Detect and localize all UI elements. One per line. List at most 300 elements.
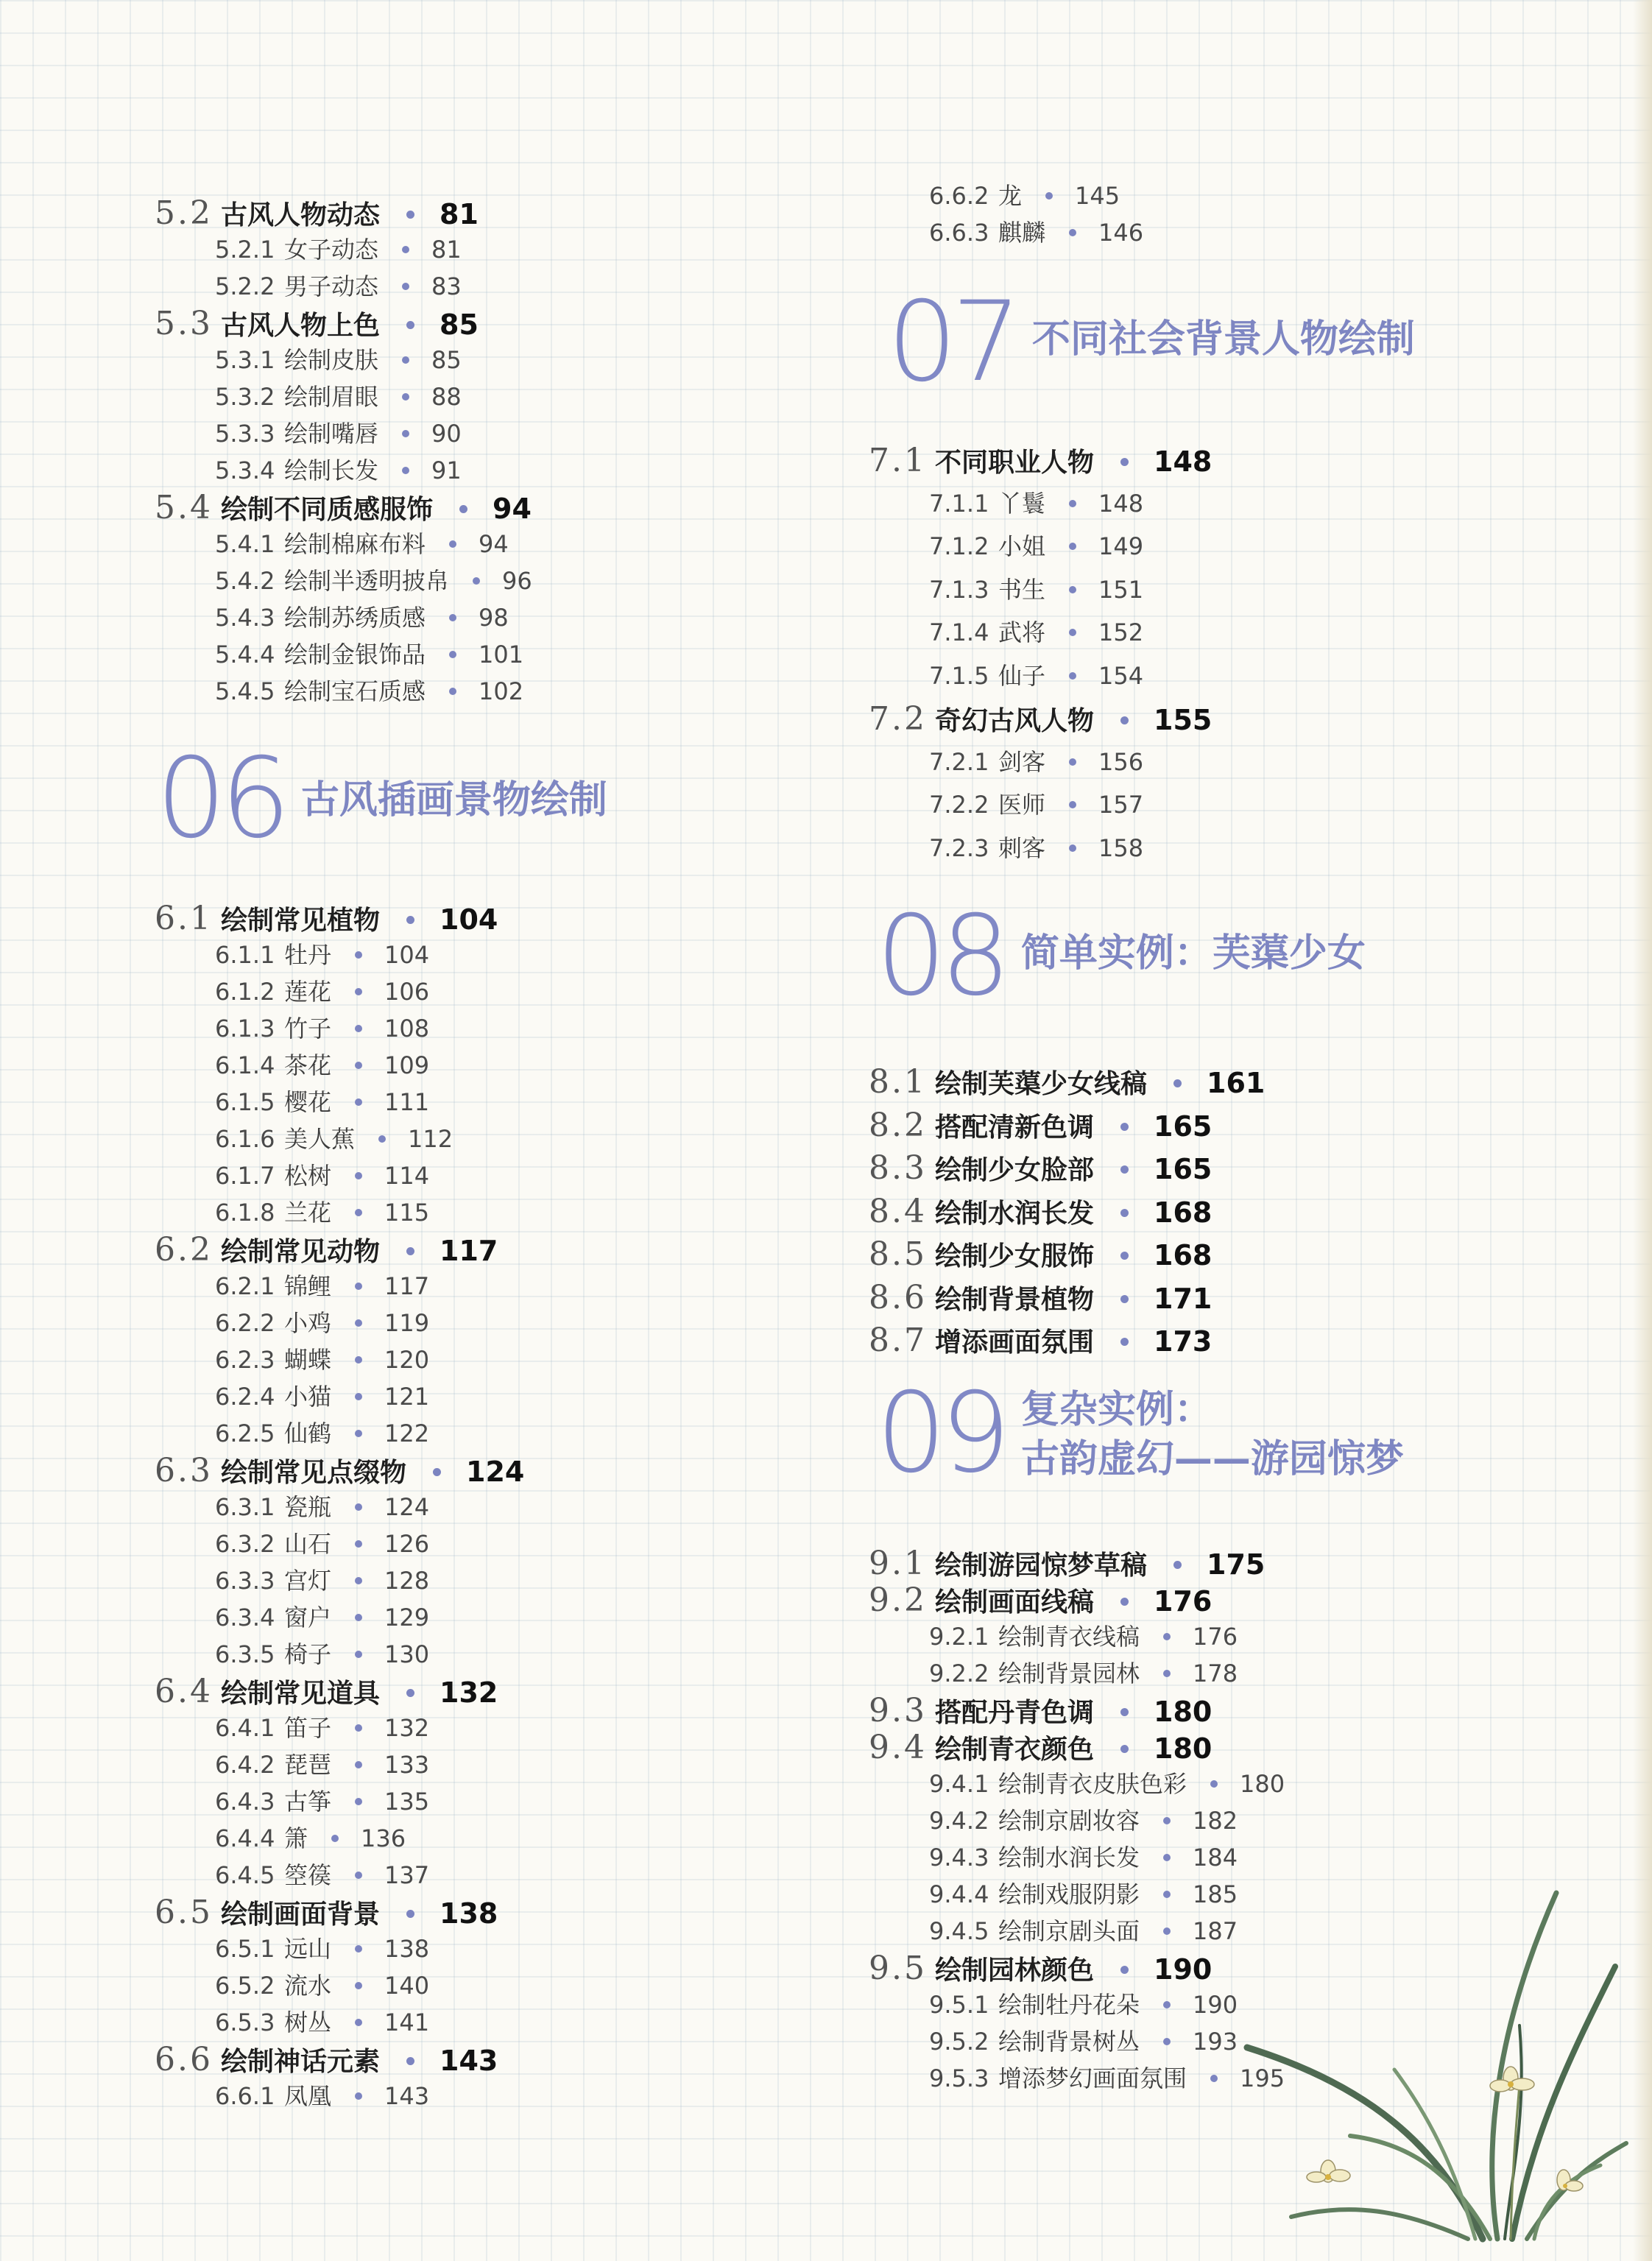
toc-entry-title: 远山 xyxy=(284,1935,332,1963)
toc-entry-number: 6.2 xyxy=(155,1231,213,1269)
toc-entry xyxy=(155,1157,429,1191)
toc-entry xyxy=(869,1149,1212,1187)
toc-entry-title: 松树 xyxy=(284,1162,332,1190)
toc-entry-title: 仙子 xyxy=(998,661,1046,690)
toc-entry-page: 129 xyxy=(384,1604,430,1632)
leader-dot xyxy=(459,505,467,513)
toc-entry-page: 173 xyxy=(1154,1325,1212,1358)
toc-entry-page: 187 xyxy=(1193,1917,1238,1945)
leader-dot xyxy=(355,1761,362,1768)
toc-entry-number: 8.2 xyxy=(869,1106,927,1144)
leader-dot xyxy=(1069,629,1076,636)
leader-dot xyxy=(406,211,414,219)
toc-entry xyxy=(869,2023,1238,2057)
leader-dot xyxy=(1069,229,1076,236)
toc-entry-number: 8.1 xyxy=(869,1063,927,1101)
toc-entry-page: 117 xyxy=(384,1272,430,1300)
toc-entry-page: 168 xyxy=(1154,1196,1212,1229)
leader-dot xyxy=(355,1540,362,1548)
toc-entry-page: 119 xyxy=(384,1309,430,1337)
toc-entry-title: 小姐 xyxy=(998,532,1046,560)
toc-entry-title: 绘制戏服阴影 xyxy=(998,1880,1140,1908)
toc-entry-page: 180 xyxy=(1154,1696,1212,1728)
toc-entry xyxy=(155,526,509,560)
toc-entry-title: 绘制游园惊梦草稿 xyxy=(935,1551,1148,1581)
toc-entry xyxy=(155,636,523,670)
toc-entry xyxy=(869,1839,1238,1873)
leader-dot xyxy=(355,1062,362,1069)
toc-entry-number: 7.2.2 xyxy=(929,791,989,819)
toc-entry-number: 6.1.1 xyxy=(215,941,275,969)
toc-entry-title: 椅子 xyxy=(284,1640,332,1668)
toc-entry xyxy=(155,1121,453,1154)
toc-entry-title: 绘制皮肤 xyxy=(284,346,379,374)
toc-entry-page: 182 xyxy=(1193,1807,1238,1835)
leader-dot xyxy=(406,1247,414,1255)
leader-dot xyxy=(355,1724,362,1732)
toc-entry-page: 146 xyxy=(1098,219,1144,247)
leader-dot xyxy=(378,1135,386,1143)
toc-entry-title: 瓷瓶 xyxy=(284,1493,332,1521)
toc-entry-page: 184 xyxy=(1193,1844,1238,1872)
leader-dot xyxy=(402,430,409,437)
leader-dot xyxy=(1069,543,1076,550)
toc-entry-page: 120 xyxy=(384,1346,430,1374)
chapter-title xyxy=(1021,929,1366,978)
leader-dot xyxy=(1069,801,1076,808)
toc-entry-page: 185 xyxy=(1193,1880,1238,1908)
toc-entry-number: 8.3 xyxy=(869,1149,927,1187)
chapter-title-line: 古风插画景物绘制 xyxy=(300,778,607,822)
toc-entry xyxy=(155,1599,429,1633)
toc-entry-number: 5.2.2 xyxy=(215,272,275,300)
toc-entry-number: 5.4.2 xyxy=(215,567,275,595)
toc-entry xyxy=(155,1930,429,1964)
toc-entry-number: 6.4 xyxy=(155,1673,213,1710)
leader-dot xyxy=(1173,1079,1182,1087)
toc-entry xyxy=(155,1231,498,1269)
toc-entry-page: 108 xyxy=(384,1015,430,1043)
toc-entry-page: 126 xyxy=(384,1530,430,1558)
toc-entry xyxy=(869,1545,1265,1582)
toc-entry-number: 9.5.1 xyxy=(929,1991,989,2019)
toc-entry-page: 96 xyxy=(502,567,532,595)
toc-entry xyxy=(869,1618,1238,1652)
leader-dot xyxy=(355,1982,362,1989)
toc-entry-number: 6.6.1 xyxy=(215,2082,275,2110)
toc-entry xyxy=(869,1729,1212,1766)
toc-entry-title: 丫鬟 xyxy=(998,489,1046,518)
toc-entry-page: 161 xyxy=(1207,1067,1266,1099)
toc-entry-number: 7.1.2 xyxy=(929,532,989,560)
toc-entry-title: 蝴蝶 xyxy=(284,1346,332,1374)
toc-entry-page: 124 xyxy=(384,1493,430,1521)
toc-entry-number: 7.2.3 xyxy=(929,833,989,862)
toc-entry-number: 6.5.3 xyxy=(215,2008,275,2036)
toc-entry-number: 6.3.5 xyxy=(215,1640,275,1668)
toc-entry xyxy=(155,599,509,633)
toc-entry-number: 9.4.2 xyxy=(929,1807,989,1835)
leader-dot xyxy=(355,1651,362,1658)
leader-dot xyxy=(1163,1927,1171,1935)
leader-dot xyxy=(1163,2001,1171,2008)
toc-entry-title: 绘制牡丹花朵 xyxy=(998,1991,1140,2019)
toc-entry xyxy=(869,1766,1285,1799)
toc-entry xyxy=(869,1322,1212,1359)
toc-entry-title: 绘制常见植物 xyxy=(221,906,381,936)
toc-entry-title: 琵琶 xyxy=(284,1751,332,1779)
toc-entry xyxy=(869,700,1212,738)
toc-entry-title: 箫 xyxy=(284,1824,308,1852)
toc-entry-page: 143 xyxy=(384,2082,430,2110)
toc-entry-page: 137 xyxy=(384,1861,430,1889)
toc-entry-title: 小鸡 xyxy=(284,1309,332,1337)
leader-dot xyxy=(449,614,456,621)
toc-entry-page: 133 xyxy=(384,1751,430,1779)
toc-entry-page: 195 xyxy=(1240,2064,1285,2092)
toc-entry-number: 7.1 xyxy=(869,442,927,479)
chapter-title xyxy=(301,776,607,825)
toc-entry-number: 6.2.3 xyxy=(215,1346,275,1374)
toc-entry xyxy=(869,1876,1238,1910)
toc-entry-number: 6.3.4 xyxy=(215,1604,275,1632)
toc-entry-title: 剑客 xyxy=(998,747,1046,776)
toc-entry xyxy=(869,1802,1238,1836)
toc-entry xyxy=(155,1857,429,1891)
leader-dot xyxy=(355,1393,362,1400)
toc-entry-page: 190 xyxy=(1193,1991,1238,2019)
toc-entry xyxy=(869,614,1143,648)
leader-dot xyxy=(1120,1745,1129,1753)
leader-dot xyxy=(1163,1891,1171,1898)
toc-entry-page: 180 xyxy=(1240,1770,1285,1798)
toc-entry-number: 6.2.5 xyxy=(215,1419,275,1447)
toc-entry-page: 109 xyxy=(384,1051,430,1079)
toc-entry-number: 9.4.1 xyxy=(929,1770,989,1798)
toc-entry xyxy=(869,485,1143,519)
toc-entry-title: 兰花 xyxy=(284,1199,332,1227)
toc-entry xyxy=(869,528,1143,562)
toc-entry-title: 古风人物上色 xyxy=(221,311,381,341)
leader-dot xyxy=(1069,844,1076,852)
toc-entry-title: 绘制青衣皮肤色彩 xyxy=(998,1770,1187,1798)
toc-entry-title: 绘制背景树丛 xyxy=(998,2028,1140,2056)
toc-entry xyxy=(155,1525,429,1559)
toc-entry-title: 绘制不同质感服饰 xyxy=(221,495,434,525)
toc-entry-number: 6.2.2 xyxy=(215,1309,275,1337)
toc-entry-title: 竹子 xyxy=(284,1015,332,1043)
leader-dot xyxy=(355,1798,362,1805)
toc-entry-page: 193 xyxy=(1193,2028,1238,2056)
toc-entry xyxy=(155,1746,429,1780)
leader-dot xyxy=(1120,716,1129,724)
toc-entry-title: 武将 xyxy=(998,618,1046,646)
toc-entry xyxy=(155,900,498,937)
leader-dot xyxy=(433,1468,441,1476)
toc-entry-title: 绘制青衣线稿 xyxy=(998,1623,1140,1651)
leader-dot xyxy=(402,393,409,401)
toc-entry xyxy=(869,744,1143,777)
toc-entry-number: 7.1.1 xyxy=(929,489,989,518)
toc-entry-page: 114 xyxy=(384,1162,430,1190)
toc-entry xyxy=(869,657,1143,691)
toc-entry-number: 6.3.2 xyxy=(215,1530,275,1558)
toc-entry-number: 5.4.4 xyxy=(215,641,275,669)
toc-entry-number: 7.1.4 xyxy=(929,618,989,646)
toc-entry-title: 增添画面氛围 xyxy=(935,1327,1095,1358)
toc-entry-title: 樱花 xyxy=(284,1088,332,1116)
toc-entry-title: 绘制画面线稿 xyxy=(935,1587,1095,1618)
toc-entry-number: 9.5.3 xyxy=(929,2064,989,2092)
toc-entry-title: 刺客 xyxy=(998,833,1046,862)
toc-entry xyxy=(869,1950,1212,1987)
leader-dot xyxy=(449,688,456,695)
toc-entry-page: 171 xyxy=(1154,1282,1212,1315)
toc-entry xyxy=(155,194,479,232)
toc-entry-title: 绘制嘴唇 xyxy=(284,420,379,448)
leader-dot xyxy=(1069,672,1076,680)
toc-entry xyxy=(155,1084,429,1118)
toc-entry-title: 牡丹 xyxy=(284,941,332,969)
toc-entry-number: 7.1.5 xyxy=(929,661,989,690)
leader-dot xyxy=(1163,1633,1171,1640)
leader-dot xyxy=(402,467,409,474)
toc-entry-page: 178 xyxy=(1193,1659,1238,1687)
leader-dot xyxy=(449,651,456,658)
leader-dot xyxy=(1120,1165,1129,1174)
toc-entry-number: 6.1.5 xyxy=(215,1088,275,1116)
leader-dot xyxy=(355,1430,362,1437)
chapter-06-heading xyxy=(156,735,607,863)
toc-entry-number: 9.3 xyxy=(869,1692,927,1729)
toc-entry-number: 9.4.5 xyxy=(929,1917,989,1945)
toc-entry-number: 6.1.8 xyxy=(215,1199,275,1227)
toc-entry-page: 111 xyxy=(384,1088,430,1116)
toc-entry-number: 6.4.1 xyxy=(215,1714,275,1742)
toc-entry-page: 124 xyxy=(466,1456,525,1488)
toc-entry-page: 168 xyxy=(1154,1239,1212,1271)
toc-entry-page: 165 xyxy=(1154,1110,1212,1143)
toc-entry-title: 医师 xyxy=(998,791,1046,819)
toc-entry-number: 5.4.1 xyxy=(215,530,275,558)
leader-dot xyxy=(1069,758,1076,766)
toc-entry-title: 绘制青衣颜色 xyxy=(935,1735,1095,1765)
toc-entry-number: 6.5 xyxy=(155,1894,213,1931)
toc-entry-title: 莲花 xyxy=(284,978,332,1006)
toc-entry-title: 绘制少女服饰 xyxy=(935,1241,1095,1271)
toc-entry-number: 6.5.2 xyxy=(215,1972,275,2000)
toc-entry-page: 154 xyxy=(1098,661,1144,690)
toc-entry xyxy=(155,1673,498,1710)
toc-entry-page: 94 xyxy=(493,493,532,525)
toc-entry xyxy=(869,830,1143,864)
toc-entry xyxy=(155,1489,429,1523)
toc-entry-title: 女子动态 xyxy=(284,236,379,264)
toc-entry-number: 6.3 xyxy=(155,1452,213,1489)
toc-entry-page: 136 xyxy=(361,1824,406,1852)
toc-entry xyxy=(869,1193,1212,1230)
toc-entry-title: 绘制长发 xyxy=(284,456,379,484)
toc-entry-page: 122 xyxy=(384,1419,430,1447)
toc-entry-title: 绘制神话元素 xyxy=(221,2047,381,2077)
leader-dot xyxy=(355,988,362,995)
toc-entry-page: 148 xyxy=(1154,445,1212,478)
toc-entry xyxy=(869,177,1120,211)
leader-dot xyxy=(402,356,409,364)
toc-entry-number: 6.3.3 xyxy=(215,1567,275,1595)
toc-entry-title: 绘制少女脸部 xyxy=(935,1155,1095,1185)
toc-entry xyxy=(869,1581,1212,1619)
toc-entry-page: 121 xyxy=(384,1383,430,1411)
toc-entry-title: 绘制水润长发 xyxy=(998,1844,1140,1872)
toc-entry-page: 152 xyxy=(1098,618,1144,646)
toc-entry-number: 5.3.3 xyxy=(215,420,275,448)
toc-entry-title: 流水 xyxy=(284,1972,332,2000)
toc-entry-page: 175 xyxy=(1207,1548,1266,1581)
toc-entry-page: 81 xyxy=(431,236,462,264)
toc-entry-number: 6.6.2 xyxy=(929,182,989,210)
toc-entry xyxy=(869,1235,1212,1273)
toc-entry-title: 古风人物动态 xyxy=(221,200,381,230)
toc-entry-page: 158 xyxy=(1098,833,1144,862)
toc-entry-title: 麒麟 xyxy=(998,219,1046,247)
leader-dot xyxy=(1045,192,1053,200)
toc-entry-title: 窗户 xyxy=(284,1604,332,1632)
toc-entry-number: 9.5 xyxy=(869,1950,927,1987)
chapter-title-line: 古韵虚幻——游园惊梦 xyxy=(1020,1436,1404,1481)
toc-entry-page: 148 xyxy=(1098,489,1144,518)
toc-entry-title: 凤凰 xyxy=(284,2082,332,2110)
toc-entry-title: 书生 xyxy=(998,575,1046,604)
toc-entry-number: 6.3.1 xyxy=(215,1493,275,1521)
leader-dot xyxy=(355,1098,362,1106)
toc-entry-number: 5.2 xyxy=(155,194,213,232)
toc-entry xyxy=(155,1967,429,2001)
toc-entry-page: 149 xyxy=(1098,532,1144,560)
toc-entry xyxy=(155,1562,429,1596)
leader-dot xyxy=(355,1356,362,1364)
toc-entry xyxy=(869,1986,1238,2020)
leader-dot xyxy=(1120,1252,1129,1260)
toc-entry-page: 128 xyxy=(384,1567,430,1595)
toc-entry xyxy=(155,268,462,302)
toc-entry-page: 91 xyxy=(431,456,462,484)
toc-entry-number: 9.2.2 xyxy=(929,1659,989,1687)
toc-entry-title: 笛子 xyxy=(284,1714,332,1742)
toc-entry-number: 8.4 xyxy=(869,1192,927,1230)
toc-entry-number: 6.1.2 xyxy=(215,978,275,1006)
toc-entry-number: 5.3.2 xyxy=(215,383,275,411)
toc-entry xyxy=(155,1194,429,1228)
leader-dot xyxy=(1163,2038,1171,2045)
toc-entry-title: 绘制水润长发 xyxy=(935,1198,1095,1229)
leader-dot xyxy=(402,283,409,290)
toc-entry-title: 锦鲤 xyxy=(284,1272,332,1300)
toc-entry-title: 绘制园林颜色 xyxy=(935,1955,1095,1986)
toc-entry-title: 绘制背景植物 xyxy=(935,1284,1095,1315)
chapter-09-heading xyxy=(876,1369,1404,1498)
toc-entry-page: 90 xyxy=(431,420,462,448)
leader-dot xyxy=(1210,1780,1218,1788)
toc-entry-number: 5.3.4 xyxy=(215,456,275,484)
leader-dot xyxy=(355,2092,362,2100)
toc-entry xyxy=(869,786,1143,820)
toc-entry-number: 6.1.6 xyxy=(215,1125,275,1153)
toc-entry xyxy=(155,1305,429,1338)
page-edge xyxy=(1633,0,1652,2261)
leader-dot xyxy=(1120,1209,1129,1217)
toc-entry-title: 绘制常见动物 xyxy=(221,1237,381,1267)
toc-entry-title: 绘制常见点缀物 xyxy=(221,1458,407,1488)
toc-entry-page: 155 xyxy=(1154,704,1212,736)
toc-entry-page: 117 xyxy=(440,1235,498,1267)
toc-entry-page: 98 xyxy=(479,604,509,632)
toc-entry-number: 6.2.1 xyxy=(215,1272,275,1300)
toc-entry-title: 绘制半透明披帛 xyxy=(284,567,450,595)
chapter-title-line: 简单实例：芙蕖少女 xyxy=(1020,931,1366,976)
toc-entry-number: 8.6 xyxy=(869,1278,927,1316)
toc-entry-page: 81 xyxy=(440,198,479,230)
toc-entry-number: 9.2.1 xyxy=(929,1623,989,1651)
toc-entry-page: 83 xyxy=(431,272,462,300)
toc-entry-number: 7.2.1 xyxy=(929,747,989,776)
leader-dot xyxy=(1120,1338,1129,1346)
leader-dot xyxy=(331,1835,339,1842)
toc-entry xyxy=(155,489,532,526)
toc-entry-title: 搭配清新色调 xyxy=(935,1112,1095,1143)
toc-entry-page: 132 xyxy=(440,1676,498,1709)
toc-entry-page: 106 xyxy=(384,978,430,1006)
toc-entry-page: 145 xyxy=(1075,182,1120,210)
leader-dot xyxy=(406,321,414,329)
toc-entry xyxy=(155,1378,429,1412)
leader-dot xyxy=(406,916,414,924)
toc-entry-page: 101 xyxy=(479,641,524,669)
toc-entry xyxy=(155,305,479,342)
toc-entry-number: 5.2.1 xyxy=(215,236,275,264)
toc-entry-title: 龙 xyxy=(998,182,1023,210)
toc-entry-number: 9.1 xyxy=(869,1545,927,1582)
leader-dot xyxy=(355,2019,362,2026)
toc-entry xyxy=(869,214,1143,248)
toc-entry-title: 美人蕉 xyxy=(284,1125,356,1153)
toc-entry xyxy=(155,2004,429,2038)
leader-dot xyxy=(355,1503,362,1511)
toc-entry-page: 130 xyxy=(384,1640,430,1668)
leader-dot xyxy=(1163,1854,1171,1861)
toc-entry-title: 绘制金银饰品 xyxy=(284,641,426,669)
toc-entry xyxy=(869,1692,1212,1729)
toc-entry xyxy=(155,937,429,970)
leader-dot xyxy=(355,1319,362,1327)
toc-entry-number: 6.5.1 xyxy=(215,1935,275,1963)
toc-entry-title: 绘制宝石质感 xyxy=(284,677,426,705)
toc-entry-title: 绘制常见道具 xyxy=(221,1679,381,1709)
toc-entry-page: 102 xyxy=(479,677,524,705)
toc-entry-title: 绘制棉麻布料 xyxy=(284,530,426,558)
leader-dot xyxy=(449,540,456,548)
toc-entry-page: 156 xyxy=(1098,747,1144,776)
toc-entry-title: 古筝 xyxy=(284,1788,332,1816)
toc-entry-page: 135 xyxy=(384,1788,430,1816)
toc-entry-number: 6.4.3 xyxy=(215,1788,275,1816)
toc-entry-title: 搭配丹青色调 xyxy=(935,1698,1095,1728)
leader-dot xyxy=(355,951,362,959)
leader-dot xyxy=(406,2057,414,2065)
leader-dot xyxy=(355,1209,362,1216)
toc-entry-number: 7.1.3 xyxy=(929,575,989,604)
toc-entry-page: 143 xyxy=(440,2045,498,2077)
